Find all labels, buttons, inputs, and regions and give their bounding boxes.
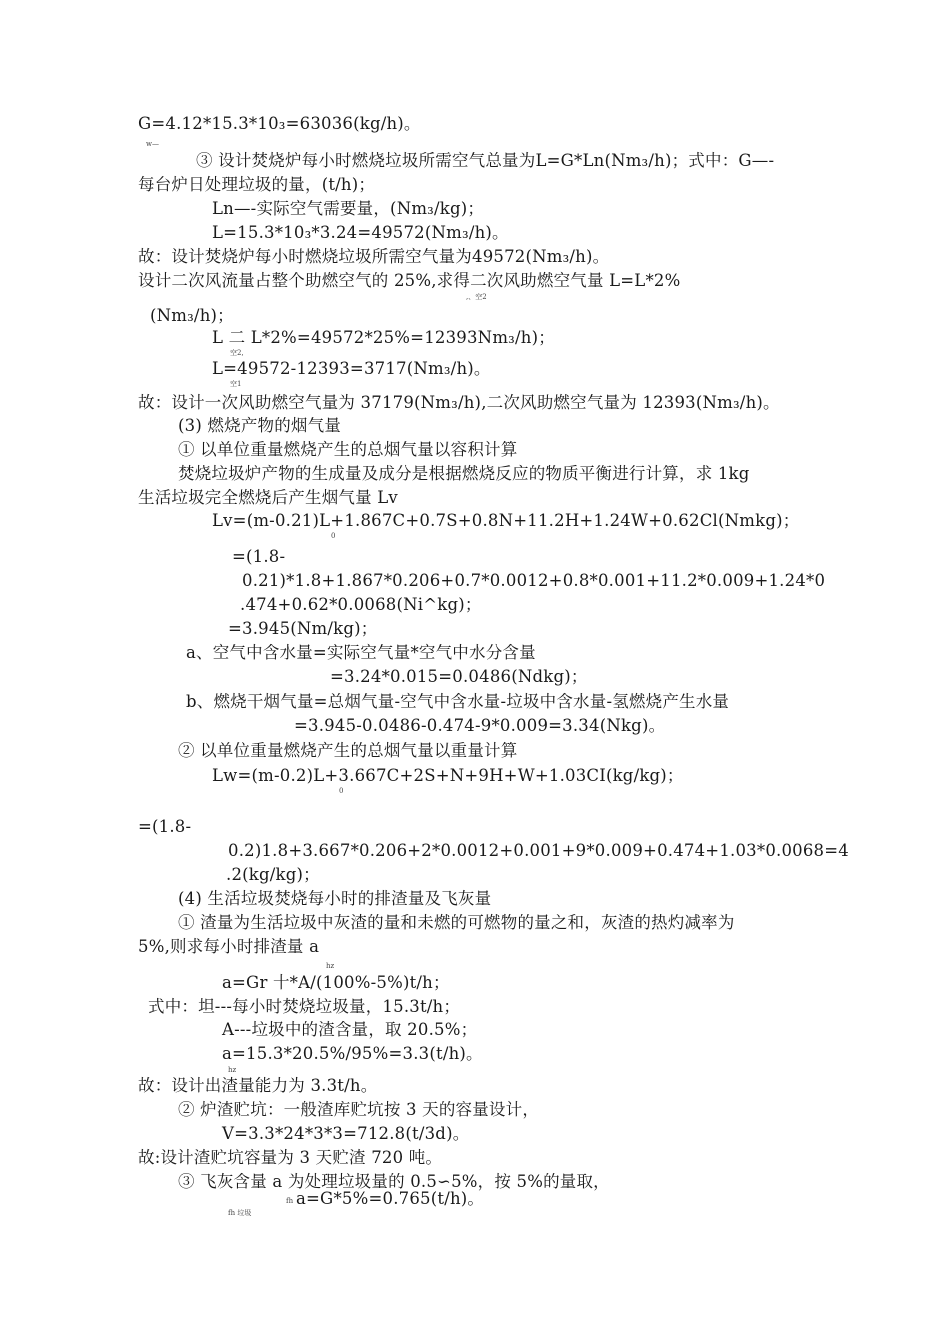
text-line: (Nm₃/h)； <box>150 306 234 325</box>
text-line: G=4.12*15.3*10₃=63036(kg/h)。 <box>138 114 421 133</box>
subscript-note: ,、空2 <box>466 293 487 301</box>
subscript-note: hz <box>326 962 335 970</box>
formula-line: =3.945-0.0486-0.474-9*0.009=3.34(Nkg)。 <box>294 716 666 735</box>
text-line: ① 以单位重量燃烧产生的总烟气量以容积计算 <box>178 440 518 459</box>
text-line: L 二 L*2%=49572*25%=12393Nm₃/h)； <box>212 328 555 347</box>
text-line: A---垃圾中的渣含量，取 20.5%； <box>222 1020 478 1039</box>
text-line: ③ 飞灰含量 a 为处理垃圾量的 0.5∽5%，按 5%的量取， <box>178 1172 610 1191</box>
subscript-note: 0 <box>331 532 336 540</box>
formula-line: .2(kg/kg)； <box>226 865 320 884</box>
formula-line: 0.21)*1.8+1.867*0.206+0.7*0.0012+0.8*0.001+11.2*0.009+1.24*0 <box>242 571 826 590</box>
text-line: 故：设计焚烧炉每小时燃烧垃圾所需空气量为49572(Nm₃/h)。 <box>138 247 610 266</box>
text-line: 生活垃圾完全燃烧后产生烟气量 Lv <box>138 488 398 507</box>
subscript-note: hz <box>228 1066 237 1074</box>
formula-line: V=3.3*24*3*3=712.8(t/3d)。 <box>222 1124 470 1143</box>
formula-line: a=Gr 十*A/(100%-5%)t/h； <box>222 973 450 992</box>
formula-line: =3.945(Nm/kg)； <box>228 619 378 638</box>
text-line: 故：设计一次风助燃空气量为 37179(Nm₃/h),二次风助燃空气量为 12393(Nm₃/h)。 <box>138 393 780 412</box>
text-line: 故:设计渣贮坑容量为 3 天贮渣 720 吨。 <box>138 1148 443 1167</box>
formula-line: =3.24*0.015=0.0486(Ndkg)； <box>330 667 588 686</box>
section-heading: (3) 燃烧产物的烟气量 <box>178 416 342 435</box>
text-line: 焚烧垃圾炉产物的生成量及成分是根据燃烧反应的物质平衡进行计算，求 1kg <box>178 464 750 483</box>
text-line: a、空气中含水量=实际空气量*空气中水分含量 <box>186 643 536 662</box>
formula-line: .474+0.62*0.0068(Ni^kg)； <box>240 595 482 614</box>
subscript-note: w— <box>146 140 159 148</box>
text-line: 每台炉日处理垃圾的量，(t/h)； <box>138 175 376 194</box>
text-line: ③ 设计焚烧炉每小时燃烧垃圾所需空气总量为L=G*Ln(Nm₃/h)；式中：G—- <box>196 151 775 170</box>
text-line: 5%,则求每小时排渣量 a <box>138 937 320 956</box>
subscript-note: 0 <box>339 787 344 795</box>
subscript-note: fh <box>286 1197 294 1205</box>
text-line: 故：设计出渣量能力为 3.3t/h。 <box>138 1076 378 1095</box>
text-line: ② 以单位重量燃烧产生的总烟气量以重量计算 <box>178 741 518 760</box>
subscript-note: fh 垃圾 <box>228 1209 252 1217</box>
formula-line: a=G*5%=0.765(t/h)。 <box>296 1189 485 1208</box>
text-line: ② 炉渣贮坑：一般渣库贮坑按 3 天的容量设计， <box>178 1100 540 1119</box>
formula-line: =(1.8- <box>232 547 286 566</box>
formula-line: 0.2)1.8+3.667*0.206+2*0.0012+0.001+9*0.009+0.474+1.03*0.0068=4 <box>228 841 849 860</box>
text-line: b、燃烧干烟气量=总烟气量-空气中含水量-垃圾中含水量-氢燃烧产生水量 <box>186 692 730 711</box>
section-heading: (4) 生活垃圾焚烧每小时的排渣量及飞灰量 <box>178 889 492 908</box>
text-line: 式中：坦---每小时焚烧垃圾量，15.3t/h； <box>148 997 461 1016</box>
text-line: ① 渣量为生活垃圾中灰渣的量和未燃的可燃物的量之和，灰渣的热灼减率为 <box>178 913 735 932</box>
formula-line: Lw=(m-0.2)L+3.667C+2S+N+9H+W+1.03CI(kg/kg)； <box>212 766 684 785</box>
subscript-note: 空1 <box>230 380 242 388</box>
subscript-note: 空2, <box>230 349 244 357</box>
text-line: L=15.3*10₃*3.24=49572(Nm₃/h)。 <box>212 223 509 242</box>
formula-line: a=15.3*20.5%/95%=3.3(t/h)。 <box>222 1044 483 1063</box>
formula-line: =(1.8- <box>138 817 192 836</box>
text-line: 设计二次风流量占整个助燃空气的 25%,求得二次风助燃空气量 L=L*2% <box>138 271 681 290</box>
text-line: L=49572-12393=3717(Nm₃/h)。 <box>212 359 491 378</box>
text-line: Ln—-实际空气需要量，(Nm₃/kg)； <box>212 199 485 218</box>
formula-line: Lv=(m-0.21)L+1.867C+0.7S+0.8N+11.2H+1.24W+0.62Cl(Nmkg)； <box>212 511 800 530</box>
